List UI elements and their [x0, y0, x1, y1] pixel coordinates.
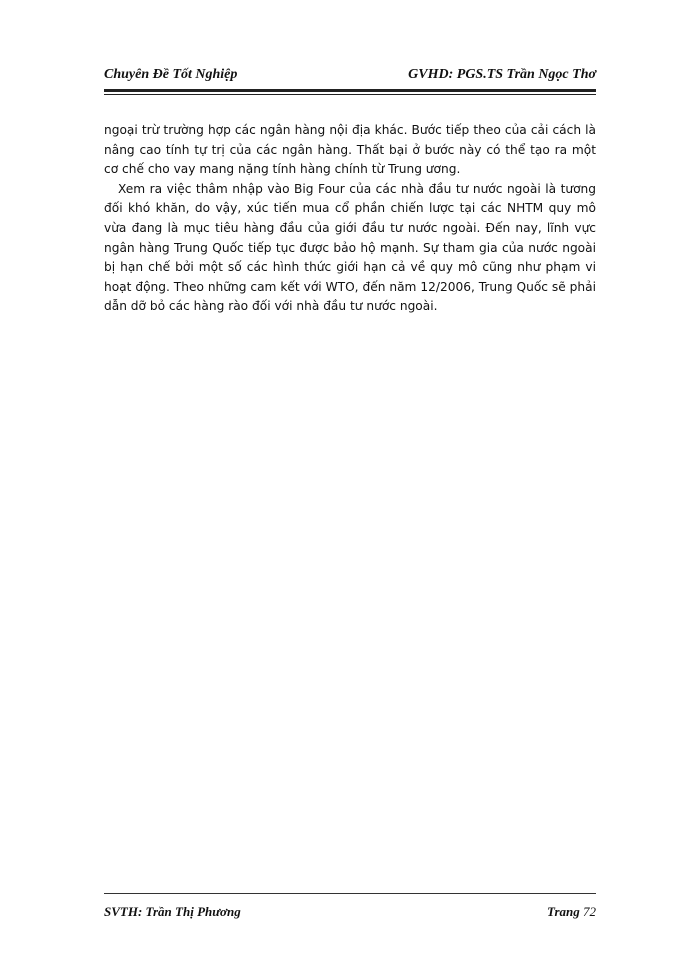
page-header	[104, 66, 596, 90]
header-title: Chuyên Đề Tốt Nghiệp	[104, 67, 238, 82]
paragraph: Xem ra việc thâm nhập vào Big Four của các nhà đầu tư nước ngoài là tương đối khó khăn, do vậy, xúc tiến mua cổ phần chiến lược tại các NHTM quy mô vừa đang là mục tiêu hàng đầu của giới đầu tư nước ngoài. Đến nay, lĩnh vực ngân hàng Trung Quốc tiếp tục được bảo hộ mạnh. Sự tham gia của nước ngoài bị hạn chế bởi một số các hình thức giới hạn cả về quy mô cũng như phạm vi hoạt động. Theo những cam kết với WTO, đến năm 12/2006, Trung Quốc sẽ phải dẫn dỡ bỏ các hàng rào đối với nhà đầu tư nước ngoài.	[104, 181, 596, 314]
footer-rule	[104, 893, 596, 894]
page-number-block	[547, 903, 596, 921]
page-number: 72	[583, 904, 596, 919]
page-label: Trang	[547, 904, 580, 919]
page-footer	[104, 903, 596, 923]
footer-author: SVTH: Trần Thị Phương	[104, 904, 241, 919]
header-advisor: GVHD: PGS.TS Trần Ngọc Thơ	[408, 67, 596, 82]
body-text	[104, 121, 596, 317]
header-rule-thick	[104, 89, 596, 92]
header-rule-thin	[104, 94, 596, 95]
paragraph: ngoại trừ trường hợp các ngân hàng nội địa khác. Bước tiếp theo của cải cách là nâng cao tính tự trị của các ngân hàng. Thất bại ở bước này có thể tạo ra một cơ chế cho vay mang nặng tính hàng chính từ Trung ương.	[104, 123, 596, 177]
